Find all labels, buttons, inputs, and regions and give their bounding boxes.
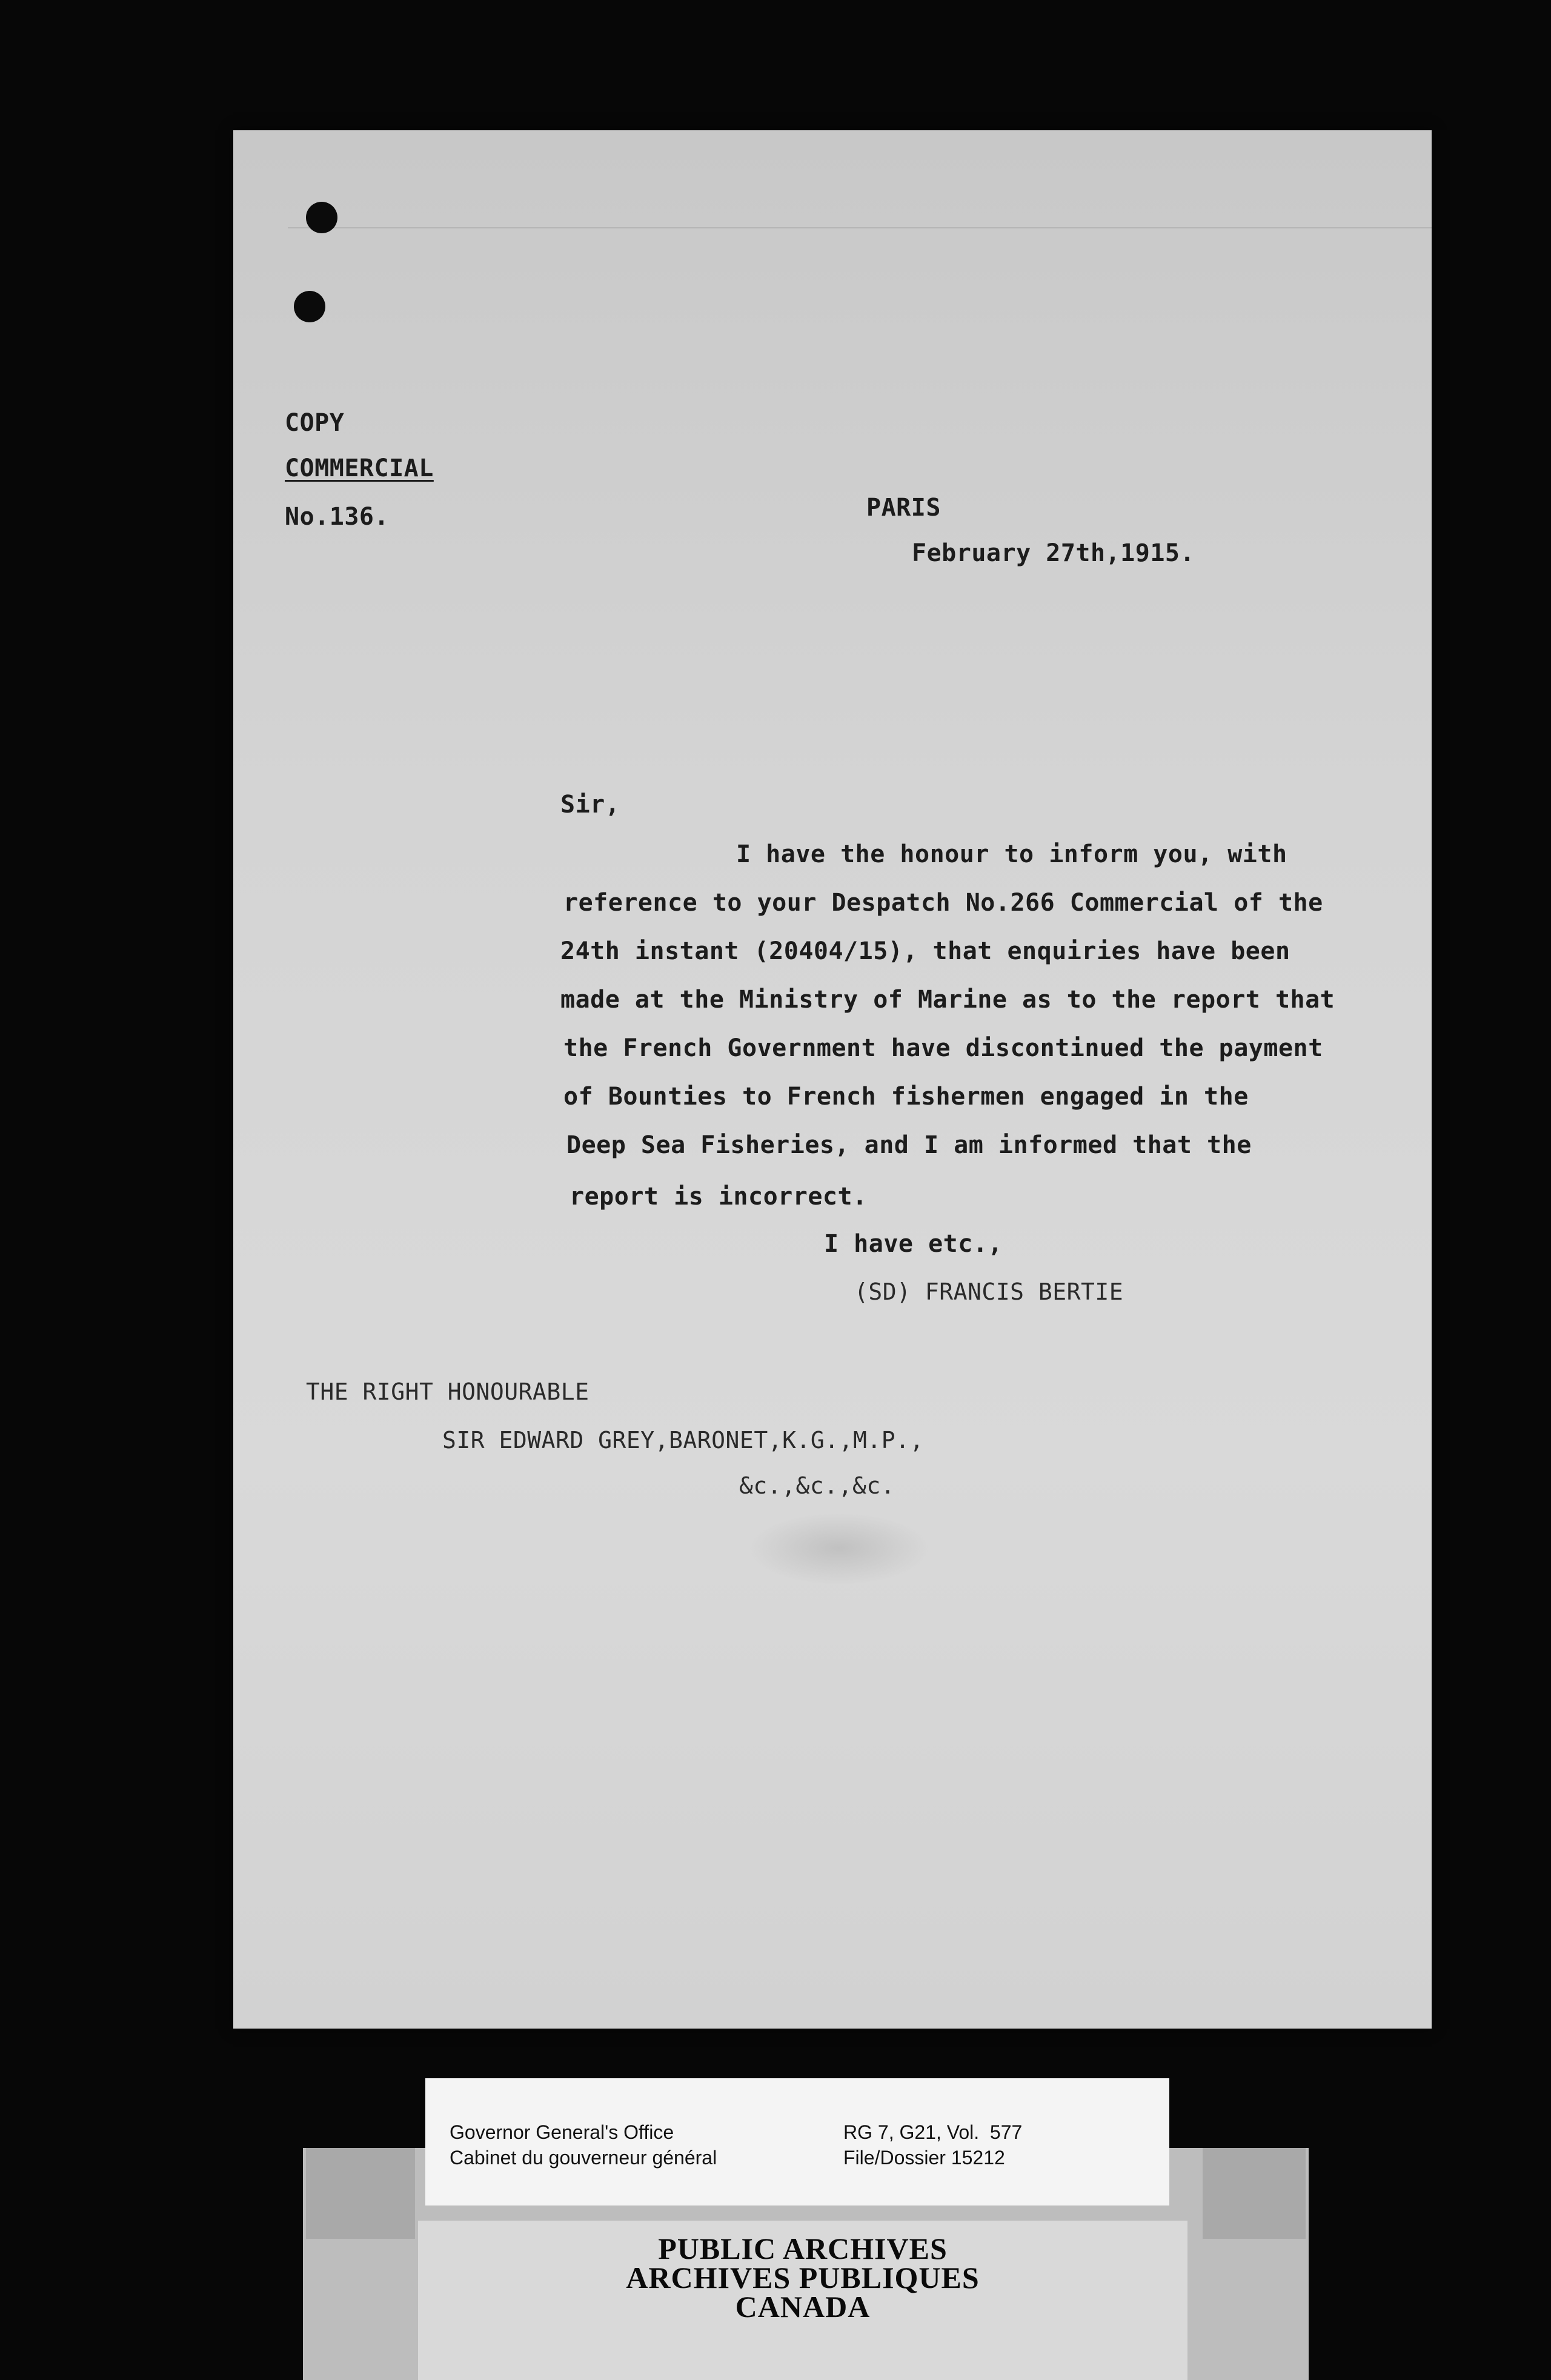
punch-hole-icon	[306, 202, 337, 233]
body-line: report is incorrect.	[570, 1183, 868, 1211]
punch-hole-icon	[294, 291, 325, 322]
card-line-en: PUBLIC ARCHIVES	[658, 2232, 948, 2265]
office-name-fr: Cabinet du gouverneur général	[450, 2147, 717, 2169]
card-line-fr: ARCHIVES PUBLIQUES	[626, 2261, 980, 2295]
body-line: I have the honour to inform you, with	[736, 840, 1287, 868]
salutation: Sir,	[560, 791, 620, 819]
copy-label: COPY	[285, 409, 345, 437]
paper-fold-line	[288, 227, 1432, 228]
archive-reference-label	[425, 2078, 1169, 2205]
signature: (SD) FRANCIS BERTIE	[854, 1278, 1124, 1305]
body-line: reference to your Despatch No.266 Commercial of the	[563, 889, 1323, 917]
body-line: Deep Sea Fisheries, and I am informed that the	[566, 1131, 1252, 1159]
body-line: made at the Ministry of Marine as to the report that	[560, 986, 1335, 1014]
closing: I have etc.,	[824, 1230, 1003, 1258]
card-line-country: CANADA	[735, 2290, 871, 2324]
addressee-name: SIR EDWARD GREY,BARONET,K.G.,M.P.,	[442, 1427, 924, 1454]
body-line: the French Government have discontinued the payment	[563, 1034, 1323, 1062]
addressee-etc: &c.,&c.,&c.	[739, 1472, 895, 1499]
holder-tab-left	[306, 2148, 415, 2239]
public-archives-card	[418, 2221, 1187, 2380]
record-group-reference: RG 7, G21, Vol. 577	[843, 2121, 1023, 2143]
office-name-en: Governor General's Office	[450, 2121, 674, 2143]
body-line: 24th instant (20404/15), that enquiries have been	[560, 937, 1290, 965]
document-page	[233, 130, 1432, 2029]
body-line: of Bounties to French fishermen engaged in the	[563, 1083, 1249, 1111]
addressee-title: THE RIGHT HONOURABLE	[306, 1378, 590, 1405]
faint-stamp-icon	[748, 1512, 930, 1584]
category-label: COMMERCIAL	[285, 454, 434, 482]
file-number: File/Dossier 15212	[843, 2147, 1005, 2169]
place: PARIS	[866, 494, 941, 522]
date: February 27th,1915.	[912, 539, 1195, 567]
holder-tab-right	[1203, 2148, 1306, 2239]
despatch-number: No.136.	[285, 503, 390, 531]
